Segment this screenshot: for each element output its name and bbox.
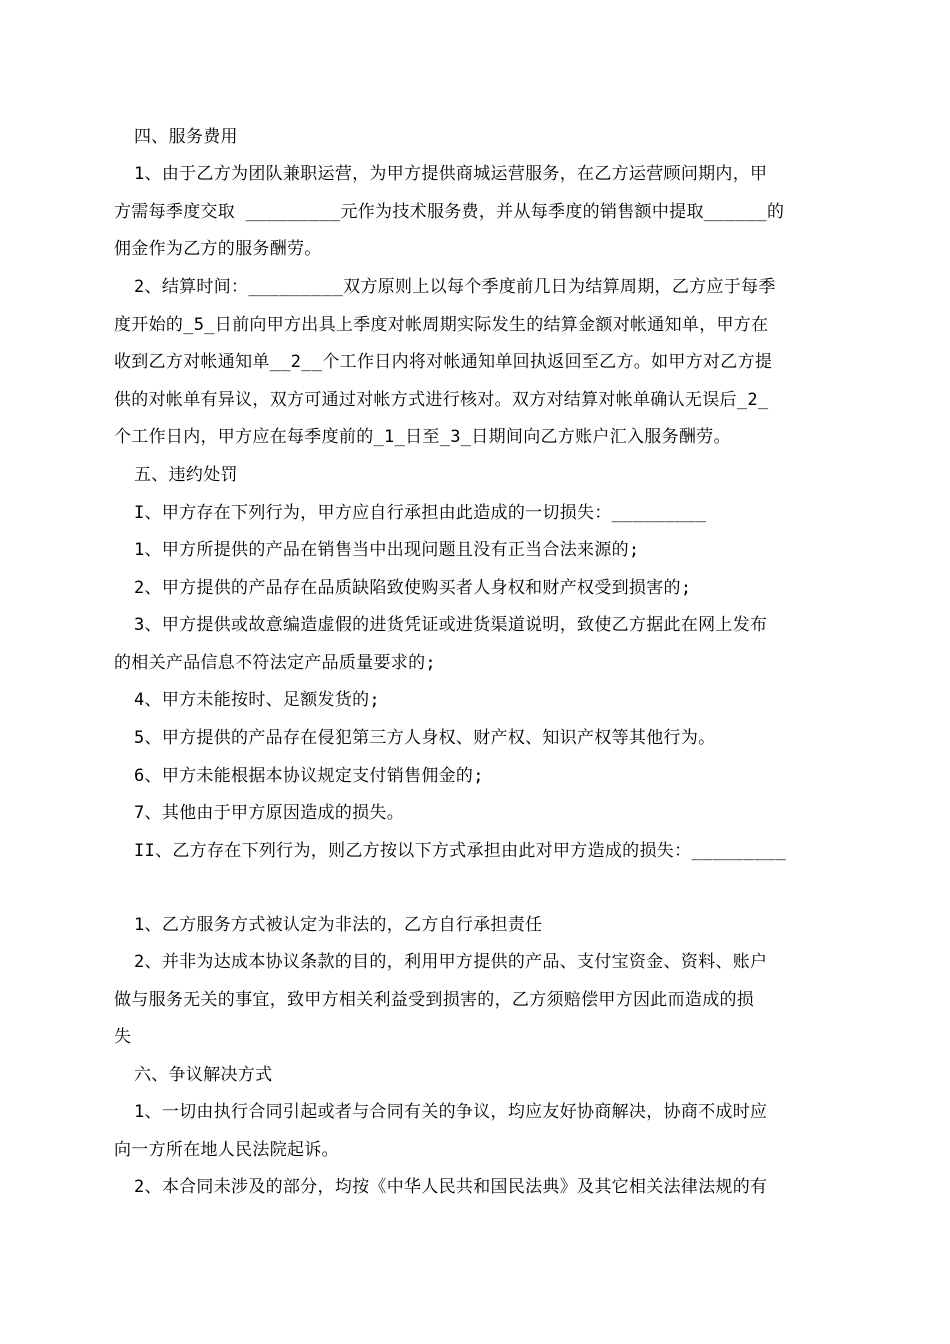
- paragraph-line: 5、甲方提供的产品存在侵犯第三方人身权、财产权、知识产权等其他行为。: [134, 728, 716, 748]
- paragraph-line: 1、一切由执行合同引起或者与合同有关的争议，均应友好协商解决，协商不成时应: [134, 1102, 768, 1122]
- paragraph-line: 失: [114, 1027, 132, 1047]
- paragraph-line: 1、甲方所提供的产品在销售当中出现问题且没有正当合法来源的;: [134, 540, 640, 560]
- section-heading-dispute: 六、争议解决方式: [134, 1065, 273, 1085]
- paragraph-line: 2、并非为达成本协议条款的目的，利用甲方提供的产品、支付宝资金、资料、账户: [134, 952, 768, 972]
- paragraph-line: 的相关产品信息不符法定产品质量要求的;: [114, 653, 436, 673]
- paragraph-line: 2、结算时间：_________双方原则上以每个季度前几日为结算周期，乙方应于每季: [134, 277, 776, 297]
- section-heading-service-fees: 四、服务费用: [134, 127, 238, 147]
- paragraph-line: 收到乙方对帐通知单__2__个工作日内将对帐通知单回执返回至乙方。如甲方对乙方提: [114, 352, 773, 372]
- paragraph-line: 个工作日内，甲方应在每季度前的_1_日至_3_日期间向乙方账户汇入服务酬劳。: [114, 427, 731, 447]
- paragraph-line: 向一方所在地人民法院起诉。: [114, 1140, 339, 1160]
- paragraph-line: 1、由于乙方为团队兼职运营，为甲方提供商城运营服务，在乙方运营顾问期内，甲: [134, 164, 768, 184]
- paragraph-line: 度开始的_5_日前向甲方出具上季度对帐周期实际发生的结算金额对帐通知单，甲方在: [114, 315, 769, 335]
- paragraph-line: 3、甲方提供或故意编造虚假的进货凭证或进货渠道说明，致使乙方据此在网上发布: [134, 615, 768, 635]
- paragraph-line: 供的对帐单有异议，双方可通过对帐方式进行核对。双方对结算对帐单确认无误后_2_: [114, 390, 769, 410]
- paragraph-line: 6、甲方未能根据本协议规定支付销售佣金的;: [134, 766, 484, 786]
- paragraph-line: II、乙方存在下列行为，则乙方按以下方式承担由此对甲方造成的损失：_________: [134, 841, 787, 861]
- paragraph-line: 2、甲方提供的产品存在品质缺陷致使购买者人身权和财产权受到损害的;: [134, 578, 692, 598]
- paragraph-line: 做与服务无关的事宜，致甲方相关利益受到损害的，乙方须赔偿甲方因此而造成的损: [114, 990, 755, 1010]
- paragraph-line: 1、乙方服务方式被认定为非法的，乙方自行承担责任: [134, 915, 543, 935]
- paragraph-line: 7、其他由于甲方原因造成的损失。: [134, 803, 405, 823]
- paragraph-line: 方需每季度交取 _________元作为技术服务费，并从每季度的销售额中提取______的: [114, 202, 785, 222]
- paragraph-line: I、甲方存在下列行为，甲方应自行承担由此造成的一切损失：_________: [134, 503, 707, 523]
- paragraph-line: 佣金作为乙方的服务酬劳。: [114, 239, 322, 259]
- paragraph-line: 4、甲方未能按时、足额发货的;: [134, 690, 380, 710]
- paragraph-line: 2、本合同未涉及的部分，均按《中华人民共和国民法典》及其它相关法律法规的有: [134, 1177, 768, 1197]
- section-heading-breach: 五、违约处罚: [134, 465, 238, 485]
